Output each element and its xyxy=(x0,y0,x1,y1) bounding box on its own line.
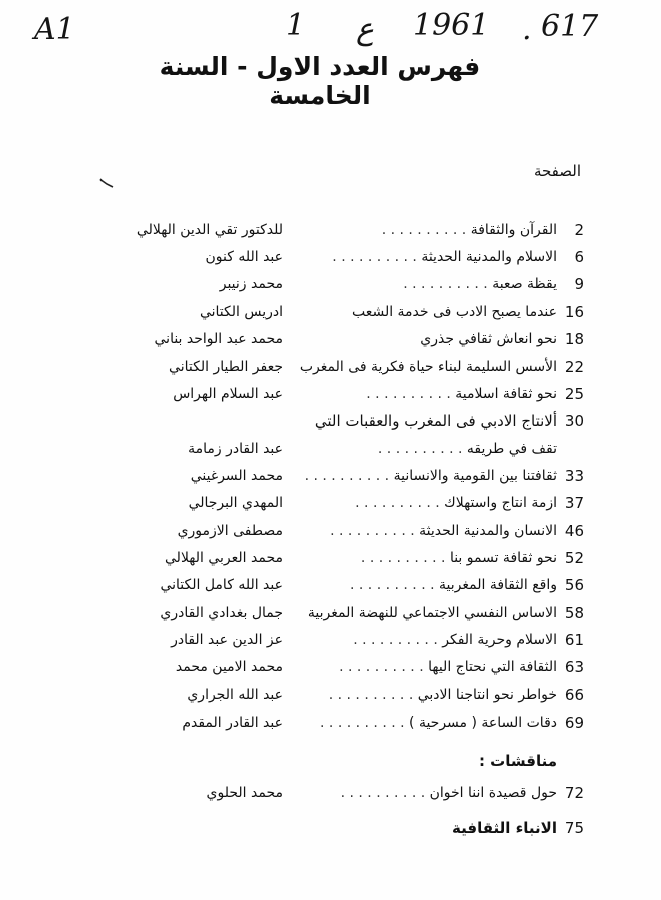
entry-title: نحو ثقافة اسلامية . . . xyxy=(366,382,557,406)
toc-entry xyxy=(0,327,661,355)
toc-entry xyxy=(0,409,661,437)
entry-page-number: 56 xyxy=(564,576,584,594)
entry-author: مصطفى الازموري xyxy=(177,523,283,539)
handwritten-issue-number: 1 xyxy=(286,8,306,43)
handwritten-letter: ع xyxy=(356,12,374,47)
entry-page-number: 52 xyxy=(564,549,584,567)
entry-title: الانسان والمدنية الحديثة . . . xyxy=(330,519,557,543)
entry-page-number: 33 xyxy=(564,467,584,485)
entry-author: عبد الله كامل الكتاني xyxy=(160,577,283,593)
toc-entry-news xyxy=(0,816,661,844)
discussions-heading: مناقشات : xyxy=(478,752,557,770)
toc-entry xyxy=(0,683,661,711)
toc-entry xyxy=(0,655,661,683)
toc-entry xyxy=(0,382,661,410)
entry-page-number: 37 xyxy=(564,494,584,512)
entry-title: نحو انعاش ثقافي جذري xyxy=(420,331,557,347)
entry-page-number: 2 xyxy=(574,221,584,239)
entry-title: القرآن والثقافة . . . xyxy=(382,218,557,242)
toc-entry xyxy=(0,464,661,492)
entry-title: الاسلام والمدنية الحديثة . . . xyxy=(332,245,557,269)
entry-page-number: 22 xyxy=(564,358,584,376)
page-column-header: الصفحة xyxy=(533,162,581,180)
toc-entry xyxy=(0,272,661,300)
entry-author: عبد الله كنون xyxy=(205,249,283,265)
entry-author: محمد الامين محمد xyxy=(175,659,283,675)
handwritten-reference: 617 xyxy=(541,9,599,44)
entry-page-number: 46 xyxy=(564,522,584,540)
entry-title: يقظة صعبة . . . xyxy=(403,272,557,296)
toc-entry xyxy=(0,711,661,739)
toc-entry xyxy=(0,218,661,246)
entry-page-number: 58 xyxy=(564,604,584,622)
entry-author: جمال بغدادي القادري xyxy=(160,605,283,621)
toc-entry xyxy=(0,519,661,547)
entry-title: نحو ثقافة تسمو بنا . . . xyxy=(361,546,557,570)
entry-page-number: 69 xyxy=(564,714,584,732)
handwritten-code: A1 xyxy=(34,12,75,47)
entry-page-number: 25 xyxy=(564,385,584,403)
entry-title: واقع الثقافة المغربية . . . xyxy=(350,573,557,597)
entry-page-number: 30 xyxy=(564,412,584,430)
entry-author: محمد الحلوي xyxy=(206,785,283,801)
entry-title: خواطر نحو انتاجنا الادبي . . . xyxy=(329,683,557,707)
handwritten-separator: . xyxy=(522,12,532,47)
entry-author: جعفر الطيار الكتاني xyxy=(169,359,283,375)
entry-author: ادريس الكتاني xyxy=(199,304,283,320)
handwritten-year: 1961 xyxy=(413,8,490,43)
entry-page-number: 75 xyxy=(564,819,584,837)
toc-entry xyxy=(0,355,661,383)
entry-title: دقات الساعة ( مسرحية ) . . . xyxy=(320,711,557,735)
entry-page-number: 66 xyxy=(564,686,584,704)
entry-title: الاسلام وحرية الفكر . . . xyxy=(353,628,557,652)
entry-author: محمد زنيبر xyxy=(219,276,283,292)
entry-author: محمد السرغيني xyxy=(190,468,283,484)
entry-author: عز الدين عبد القادر xyxy=(171,632,283,648)
entry-page-number: 9 xyxy=(574,275,584,293)
entry-author: عبد الله الجراري xyxy=(187,687,283,703)
toc-entry xyxy=(0,546,661,574)
toc-entry xyxy=(0,628,661,656)
toc-entry xyxy=(0,245,661,273)
entry-title: حول قصيدة اننا اخوان . . . xyxy=(341,781,557,805)
entry-author: محمد العربي الهلالي xyxy=(165,550,283,566)
entry-page-number: 16 xyxy=(564,303,584,321)
entry-title: عندما يصبح الادب فى خدمة الشعب xyxy=(351,304,557,320)
entry-author: عبد القادر المقدم xyxy=(182,715,283,731)
entry-page-number: 6 xyxy=(574,248,584,266)
toc-entry xyxy=(0,300,661,328)
entry-author: محمد عبد الواحد بناني xyxy=(154,331,283,347)
pen-mark-icon xyxy=(98,176,116,190)
entry-title: الثقافة التي نحتاج اليها . . . xyxy=(339,655,557,679)
toc-entry xyxy=(0,601,661,629)
entry-title: ألانتاج الادبي فى المغرب والعقبات التي xyxy=(314,412,557,430)
entry-title: الانباء الثقافية xyxy=(452,819,557,837)
toc-entry xyxy=(0,781,661,809)
entry-page-number: 63 xyxy=(564,658,584,676)
entry-title: الأسس السليمة لبناء حياة فكرية فى المغرب xyxy=(299,359,557,375)
toc-entry-continuation xyxy=(0,437,661,465)
entry-title: الاساس النفسي الاجتماعي للنهضة المغربية xyxy=(307,605,557,621)
toc-entry xyxy=(0,491,661,519)
entry-author: عبد القادر زمامة xyxy=(188,441,283,457)
entry-author: للدكتور تقي الدين الهلالي xyxy=(136,222,283,238)
toc-entry xyxy=(0,573,661,601)
entry-author: المهدي البرجالي xyxy=(188,495,283,511)
entry-title: تقف في طريقه . . . xyxy=(378,437,557,461)
entry-author: عبد السلام الهراس xyxy=(173,386,283,402)
entry-page-number: 18 xyxy=(564,330,584,348)
entry-page-number: 72 xyxy=(564,784,584,802)
entry-title: ثقافتنا بين القومية والانسانية . . . xyxy=(305,464,557,488)
entry-page-number: 61 xyxy=(564,631,584,649)
entry-title: ازمة انتاج واستهلاك . . . xyxy=(355,491,557,515)
page-title: فهرس العدد الاول - السنة الخامسة xyxy=(159,52,481,110)
